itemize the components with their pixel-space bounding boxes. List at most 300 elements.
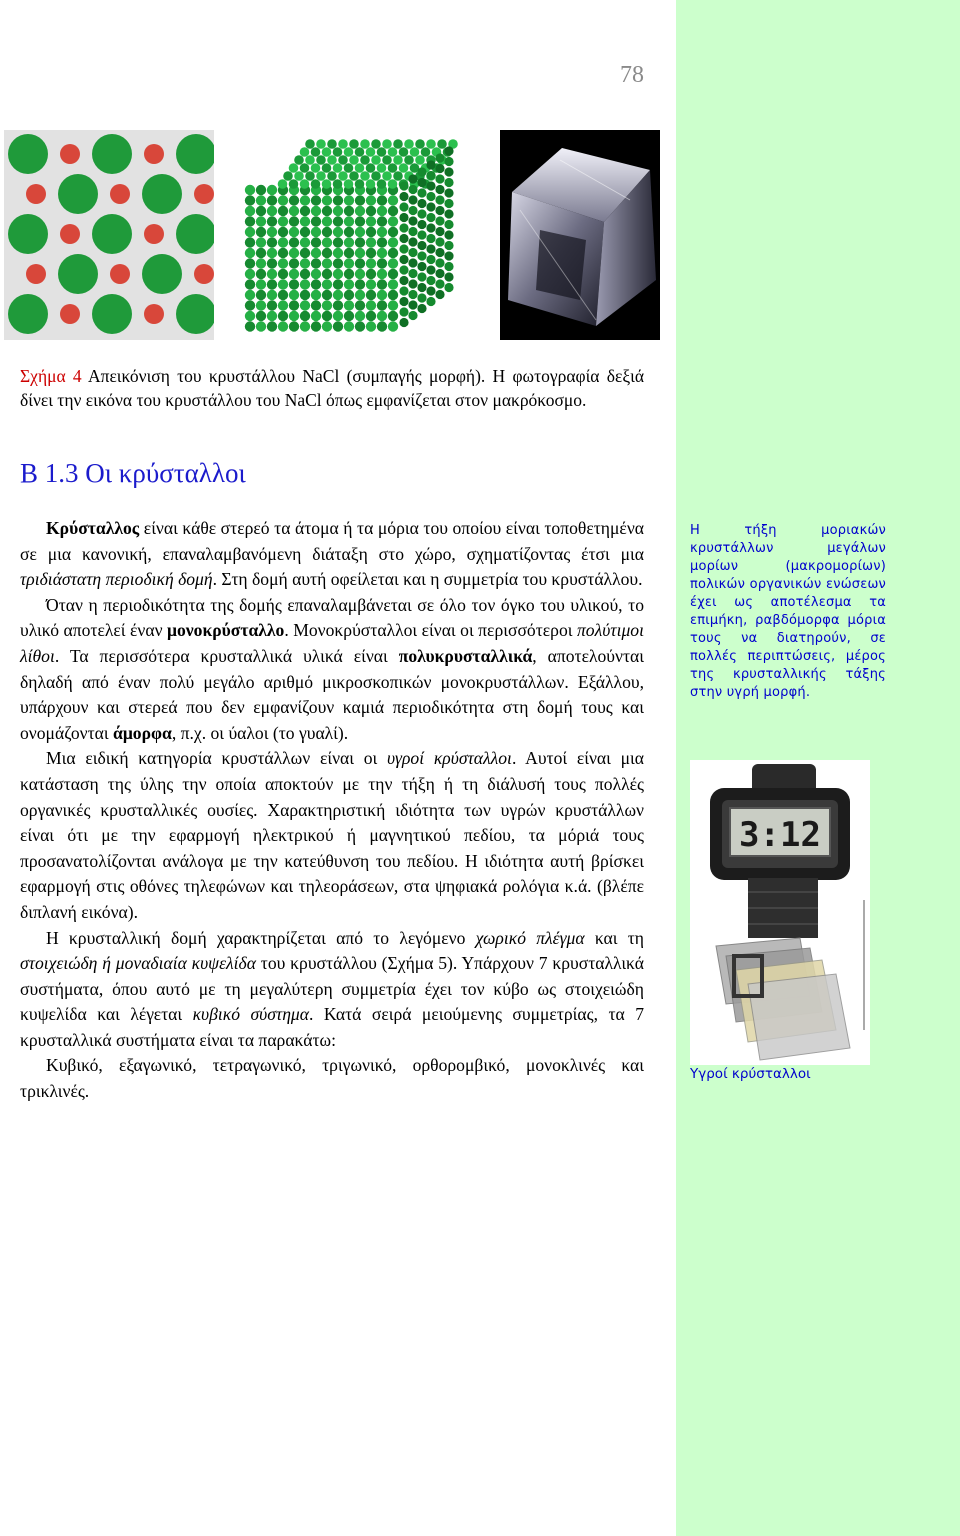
section-heading: Β 1.3 Οι κρύσταλλοι bbox=[20, 458, 246, 488]
cube-sphere bbox=[289, 163, 299, 173]
cube-sphere bbox=[435, 164, 444, 173]
cube-sphere bbox=[322, 216, 332, 226]
cube-sphere bbox=[289, 279, 299, 289]
cube-sphere bbox=[417, 209, 426, 218]
p2-text-5: , π.χ. οι ύαλοι (το γυαλί). bbox=[171, 722, 349, 743]
cube-sphere bbox=[278, 216, 288, 226]
cube-sphere bbox=[355, 258, 365, 268]
figure-caption bbox=[20, 364, 644, 412]
cube-sphere bbox=[278, 279, 288, 289]
cube-sphere bbox=[435, 185, 444, 194]
cube-sphere bbox=[245, 269, 255, 279]
cube-sphere bbox=[435, 206, 444, 215]
cube-sphere bbox=[300, 269, 310, 279]
cube-sphere bbox=[256, 290, 266, 300]
cube-sphere bbox=[267, 195, 277, 205]
cube-sphere bbox=[366, 258, 376, 268]
cube-sphere bbox=[377, 216, 387, 226]
cube-sphere bbox=[399, 163, 409, 173]
cube-sphere bbox=[245, 290, 255, 300]
term-monocrystal: μονοκρύσταλλο bbox=[167, 620, 285, 641]
cube-sphere bbox=[267, 300, 277, 310]
cube-sphere bbox=[408, 269, 417, 278]
sodium-sphere bbox=[144, 224, 164, 244]
cube-sphere bbox=[426, 202, 435, 211]
cube-sphere bbox=[316, 171, 326, 181]
cube-sphere bbox=[408, 195, 417, 204]
cube-sphere bbox=[371, 155, 381, 165]
cube-sphere bbox=[417, 283, 426, 292]
cube-sphere bbox=[355, 290, 365, 300]
cube-sphere bbox=[322, 321, 332, 331]
cube-sphere bbox=[289, 227, 299, 237]
cube-sphere bbox=[278, 227, 288, 237]
cube-sphere bbox=[322, 206, 332, 216]
cube-sphere bbox=[393, 171, 403, 181]
cube-sphere bbox=[399, 223, 408, 232]
cube-sphere bbox=[371, 171, 381, 181]
cube-sphere bbox=[311, 258, 321, 268]
cube-sphere bbox=[388, 248, 398, 258]
chloride-sphere bbox=[58, 254, 98, 294]
p4-text-2: και τη bbox=[584, 927, 644, 948]
cube-sphere bbox=[344, 321, 354, 331]
p2-text-4: , αποτελούνται δηλαδή από έναν πολύ μεγάλο αριθμό μικροσκοπικών μονοκρυστάλλων. Εξάλλου, υπάρχουν και στερεά που δεν εμφανίζουν καμιά περιοδικότητα στη δομή τους και ονομάζονται bbox=[20, 645, 644, 743]
cube-sphere bbox=[316, 155, 326, 165]
sodium-sphere bbox=[194, 184, 214, 204]
cube-sphere bbox=[344, 258, 354, 268]
cube-sphere bbox=[382, 171, 392, 181]
cube-sphere bbox=[355, 248, 365, 258]
cube-sphere bbox=[322, 258, 332, 268]
cube-sphere bbox=[300, 179, 310, 189]
cube-sphere bbox=[300, 279, 310, 289]
sodium-sphere bbox=[60, 144, 80, 164]
cube-sphere bbox=[278, 179, 288, 189]
cube-sphere bbox=[377, 227, 387, 237]
cube-sphere bbox=[377, 248, 387, 258]
cube-sphere bbox=[344, 195, 354, 205]
cube-sphere bbox=[256, 216, 266, 226]
cube-sphere bbox=[437, 139, 447, 149]
p4-text-1: Η κρυσταλλική δομή χαρακτηρίζεται από το λεγόμενο bbox=[46, 927, 476, 948]
page-number: 78 bbox=[620, 62, 644, 88]
cube-sphere bbox=[444, 188, 453, 197]
cube-sphere bbox=[426, 139, 436, 149]
cube-sphere bbox=[256, 321, 266, 331]
cube-sphere bbox=[399, 307, 408, 316]
cube-sphere bbox=[444, 272, 453, 281]
cube-sphere bbox=[366, 269, 376, 279]
cube-sphere bbox=[377, 311, 387, 321]
cube-sphere bbox=[366, 290, 376, 300]
cube-sphere bbox=[283, 171, 293, 181]
p3-text-2: . Αυτοί είναι μια κατάσταση της ύλης την οποία αποκτούν με την τήξη ή τη διάλυσή τους πολλές οργανικές κρυσταλλικές ουσίες. Χαρακτηριστική ιδιότητα των υγρών κρυστάλλων είναι ότι με την εφαρμογή ηλεκτρικού ή μαγνητικού πεδίου, τα μόριά τους προσανατολίζονται ανάλογα με την κατεύθυνση του πεδίου. Η ιδιότητα αυτή βρίσκει εφαρμογή στις οθόνες τηλεφώνων και τηλεοράσεων, στα ψηφιακά ρολόγια κ.ά. (βλέπε διπλανή εικόνα). bbox=[20, 748, 644, 922]
cube-sphere bbox=[322, 237, 332, 247]
term-polycrystalline: πολυκρυσταλλικά bbox=[398, 645, 533, 666]
cube-sphere bbox=[322, 311, 332, 321]
cube-sphere bbox=[388, 321, 398, 331]
cube-sphere bbox=[300, 258, 310, 268]
cube-sphere bbox=[289, 321, 299, 331]
cube-sphere bbox=[355, 300, 365, 310]
cube-sphere bbox=[333, 258, 343, 268]
cube-sphere bbox=[267, 216, 277, 226]
cube-sphere bbox=[305, 155, 315, 165]
cube-sphere bbox=[408, 300, 417, 309]
cube-sphere bbox=[408, 248, 417, 257]
cube-sphere bbox=[333, 300, 343, 310]
cube-sphere bbox=[344, 290, 354, 300]
cube-sphere bbox=[278, 321, 288, 331]
cube-sphere bbox=[333, 269, 343, 279]
cube-sphere bbox=[344, 206, 354, 216]
cube-sphere bbox=[417, 293, 426, 302]
sodium-sphere bbox=[26, 264, 46, 284]
cube-sphere bbox=[289, 179, 299, 189]
cube-sphere bbox=[435, 269, 444, 278]
cube-sphere bbox=[344, 300, 354, 310]
cube-sphere bbox=[333, 321, 343, 331]
term-cubic-system: κυβικό σύστημα bbox=[192, 1004, 309, 1025]
cube-sphere bbox=[355, 163, 365, 173]
cube-sphere bbox=[408, 237, 417, 246]
cube-sphere bbox=[333, 195, 343, 205]
cube-sphere bbox=[344, 248, 354, 258]
cube-sphere bbox=[338, 139, 348, 149]
cube-sphere bbox=[267, 321, 277, 331]
cube-sphere bbox=[256, 269, 266, 279]
sidebar-note: Η τήξη μοριακών κρυστάλλων μεγάλων μορίων (μακρομορίων) πολικών οργανικών ενώσεων έχει ως αποτέλεσμα τα επιμήκη, ραβδόμορφα μόρια τους να διατηρούν, σε πολλές περιπτώσεις, μέρος της κρυσταλλικής τάξης στην υγρή μορφή. bbox=[690, 523, 886, 700]
cube-sphere bbox=[349, 171, 359, 181]
sodium-sphere bbox=[60, 224, 80, 244]
cube-sphere bbox=[316, 139, 326, 149]
cube-sphere bbox=[377, 237, 387, 247]
cube-sphere bbox=[311, 227, 321, 237]
cube-sphere bbox=[344, 227, 354, 237]
cube-sphere bbox=[349, 155, 359, 165]
cube-sphere bbox=[322, 248, 332, 258]
cube-sphere bbox=[355, 147, 365, 157]
cube-sphere bbox=[426, 234, 435, 243]
cube-sphere bbox=[322, 195, 332, 205]
cube-sphere bbox=[300, 195, 310, 205]
term-amorphous: άμορφα bbox=[113, 722, 172, 743]
cube-sphere bbox=[245, 300, 255, 310]
cube-sphere bbox=[327, 139, 337, 149]
cube-sphere bbox=[404, 155, 414, 165]
cube-sphere bbox=[408, 279, 417, 288]
term-unit-cell: στοιχειώδη ή μοναδιαία κυψελίδα bbox=[20, 953, 256, 974]
cube-sphere bbox=[300, 147, 310, 157]
cube-sphere bbox=[399, 318, 408, 327]
cube-sphere bbox=[426, 244, 435, 253]
cube-sphere bbox=[388, 179, 398, 189]
cube-sphere bbox=[355, 237, 365, 247]
cube-sphere bbox=[245, 216, 255, 226]
cube-sphere bbox=[344, 216, 354, 226]
cube-sphere bbox=[393, 155, 403, 165]
cube-sphere bbox=[360, 171, 370, 181]
p1-text-2: . Στη δομή αυτή οφείλεται και η συμμετρία του κρυστάλλου. bbox=[212, 569, 643, 590]
cube-sphere bbox=[444, 199, 453, 208]
cube-sphere bbox=[278, 206, 288, 216]
cube-sphere bbox=[256, 195, 266, 205]
cube-sphere bbox=[322, 163, 332, 173]
cube-sphere bbox=[404, 139, 414, 149]
cube-sphere bbox=[267, 185, 277, 195]
cube-sphere bbox=[415, 155, 425, 165]
cube-sphere bbox=[289, 206, 299, 216]
cube-sphere bbox=[256, 185, 266, 195]
cube-sphere bbox=[267, 227, 277, 237]
cube-sphere bbox=[360, 139, 370, 149]
cube-sphere bbox=[256, 206, 266, 216]
cube-sphere bbox=[300, 163, 310, 173]
cube-sphere bbox=[426, 192, 435, 201]
cube-sphere bbox=[426, 276, 435, 285]
cube-sphere bbox=[444, 209, 453, 218]
cube-sphere bbox=[311, 179, 321, 189]
cube-sphere bbox=[267, 237, 277, 247]
cube-sphere bbox=[289, 237, 299, 247]
cube-sphere bbox=[399, 255, 408, 264]
cube-sphere bbox=[399, 276, 408, 285]
cube-sphere bbox=[245, 321, 255, 331]
cube-sphere bbox=[311, 206, 321, 216]
cube-sphere bbox=[245, 311, 255, 321]
cube-sphere bbox=[435, 195, 444, 204]
cube-sphere bbox=[300, 248, 310, 258]
cube-sphere bbox=[366, 279, 376, 289]
cube-sphere bbox=[245, 258, 255, 268]
cube-sphere bbox=[408, 290, 417, 299]
sodium-sphere bbox=[60, 304, 80, 324]
cube-sphere bbox=[377, 195, 387, 205]
cube-sphere bbox=[338, 155, 348, 165]
cube-sphere bbox=[322, 300, 332, 310]
sodium-sphere bbox=[144, 144, 164, 164]
cube-sphere bbox=[435, 237, 444, 246]
term-gemstones: πολύτιμοι λίθοι bbox=[20, 620, 644, 666]
cube-sphere bbox=[245, 206, 255, 216]
cube-sphere bbox=[417, 304, 426, 313]
cube-sphere bbox=[366, 300, 376, 310]
paragraph-4 bbox=[20, 926, 644, 1054]
cube-sphere bbox=[289, 300, 299, 310]
cube-sphere bbox=[366, 248, 376, 258]
cube-sphere bbox=[426, 265, 435, 274]
cube-sphere bbox=[256, 248, 266, 258]
cube-sphere bbox=[322, 147, 332, 157]
cube-sphere bbox=[355, 269, 365, 279]
chloride-sphere bbox=[8, 134, 48, 174]
cube-sphere bbox=[388, 216, 398, 226]
sodium-sphere bbox=[26, 184, 46, 204]
cube-sphere bbox=[267, 248, 277, 258]
cube-sphere bbox=[377, 290, 387, 300]
cube-sphere bbox=[444, 146, 453, 155]
cube-sphere bbox=[399, 202, 408, 211]
cube-sphere bbox=[305, 171, 315, 181]
cube-sphere bbox=[294, 155, 304, 165]
cube-sphere bbox=[311, 311, 321, 321]
cube-sphere bbox=[256, 258, 266, 268]
cube-sphere bbox=[344, 163, 354, 173]
cube-sphere bbox=[366, 311, 376, 321]
cube-sphere bbox=[256, 311, 266, 321]
cube-sphere bbox=[289, 269, 299, 279]
cube-sphere bbox=[435, 258, 444, 267]
cube-sphere bbox=[289, 311, 299, 321]
figure-nacl bbox=[4, 130, 660, 340]
paragraph-3 bbox=[20, 746, 644, 925]
p3-text-1: Μια ειδική κατηγορία κρυστάλλων είναι οι bbox=[46, 748, 387, 769]
cube-sphere bbox=[311, 290, 321, 300]
cube-sphere bbox=[444, 220, 453, 229]
figure-caption-text: Απεικόνιση του κρυστάλλου NaCl (συμπαγής μορφή). Η φωτογραφία δεξιά δίνει την εικόνα του κρυστάλλου του NaCl όπως εμφανίζεται στον μακρόκοσμο. bbox=[20, 366, 644, 410]
cube-sphere bbox=[388, 279, 398, 289]
cube-sphere bbox=[388, 258, 398, 268]
cube-sphere bbox=[435, 290, 444, 299]
cube-sphere bbox=[327, 171, 337, 181]
cube-sphere bbox=[408, 216, 417, 225]
cube-sphere bbox=[399, 213, 408, 222]
cube-sphere bbox=[366, 206, 376, 216]
cube-sphere bbox=[377, 279, 387, 289]
cube-sphere bbox=[245, 227, 255, 237]
cube-sphere bbox=[426, 223, 435, 232]
cube-sphere bbox=[278, 269, 288, 279]
cube-sphere bbox=[333, 163, 343, 173]
cube-sphere bbox=[417, 188, 426, 197]
cube-sphere bbox=[388, 227, 398, 237]
cube-sphere bbox=[399, 192, 408, 201]
cube-sphere bbox=[311, 237, 321, 247]
cube-sphere bbox=[408, 206, 417, 215]
cube-sphere bbox=[371, 139, 381, 149]
cube-sphere bbox=[377, 179, 387, 189]
cube-sphere bbox=[256, 279, 266, 289]
cube-sphere bbox=[444, 178, 453, 187]
cube-sphere bbox=[417, 220, 426, 229]
sodium-sphere bbox=[144, 304, 164, 324]
chloride-sphere bbox=[92, 294, 132, 334]
p4-text-3: του κρυστάλλου (Σχήμα 5). Υπάρχουν 7 κρυσταλλικά συστήματα, όπου αυτό με τη μεγαλύτερη συμμετρία έχει τον κύβο ως στοιχειώδη κυψελίδα και λέγεται bbox=[20, 953, 644, 1025]
chloride-sphere bbox=[176, 134, 214, 174]
cube-sphere bbox=[344, 311, 354, 321]
sodium-sphere bbox=[110, 184, 130, 204]
cube-sphere bbox=[300, 216, 310, 226]
chloride-sphere bbox=[176, 214, 214, 254]
cube-sphere bbox=[278, 290, 288, 300]
cube-sphere bbox=[377, 163, 387, 173]
cube-sphere bbox=[278, 195, 288, 205]
cube-sphere bbox=[399, 297, 408, 306]
cube-sphere bbox=[421, 147, 431, 157]
cube-sphere bbox=[311, 321, 321, 331]
cube-sphere bbox=[300, 227, 310, 237]
cube-sphere bbox=[311, 163, 321, 173]
cube-sphere bbox=[417, 199, 426, 208]
cube-sphere bbox=[435, 248, 444, 257]
cube-sphere bbox=[408, 311, 417, 320]
cube-sphere bbox=[435, 174, 444, 183]
cube-sphere bbox=[355, 216, 365, 226]
cube-sphere bbox=[377, 147, 387, 157]
chloride-sphere bbox=[8, 214, 48, 254]
cube-sphere bbox=[377, 206, 387, 216]
chloride-sphere bbox=[92, 134, 132, 174]
cube-sphere bbox=[388, 237, 398, 247]
cube-sphere bbox=[333, 216, 343, 226]
cube-sphere bbox=[426, 171, 435, 180]
cube-sphere bbox=[366, 163, 376, 173]
cube-sphere bbox=[294, 171, 304, 181]
cube-sphere bbox=[355, 179, 365, 189]
chloride-sphere bbox=[142, 174, 182, 214]
cube-sphere bbox=[333, 311, 343, 321]
cube-sphere bbox=[267, 311, 277, 321]
watch-image-caption: Υγροί κρύσταλλοι bbox=[690, 1066, 811, 1082]
cube-sphere bbox=[417, 167, 426, 176]
cube-sphere bbox=[388, 269, 398, 279]
cube-sphere bbox=[399, 286, 408, 295]
p2-text-3: . Τα περισσότερα κρυσταλλικά υλικά είναι bbox=[54, 645, 399, 666]
cube-sphere bbox=[435, 279, 444, 288]
cube-sphere bbox=[366, 321, 376, 331]
cube-sphere bbox=[366, 216, 376, 226]
cube-sphere bbox=[333, 248, 343, 258]
cube-sphere bbox=[426, 286, 435, 295]
cube-sphere bbox=[399, 234, 408, 243]
cube-sphere bbox=[408, 185, 417, 194]
cube-sphere bbox=[322, 279, 332, 289]
cube-sphere bbox=[415, 139, 425, 149]
cube-sphere bbox=[245, 279, 255, 289]
cube-sphere bbox=[333, 279, 343, 289]
cube-sphere bbox=[408, 174, 417, 183]
cube-sphere bbox=[349, 139, 359, 149]
cube-sphere bbox=[382, 155, 392, 165]
cube-sphere bbox=[305, 139, 315, 149]
term-crystal: Κρύσταλλος bbox=[46, 518, 140, 538]
cube-sphere bbox=[300, 237, 310, 247]
cube-sphere bbox=[377, 300, 387, 310]
sodium-sphere bbox=[110, 264, 130, 284]
cube-sphere bbox=[289, 216, 299, 226]
cube-sphere bbox=[426, 297, 435, 306]
paragraph-2 bbox=[20, 593, 644, 747]
cube-sphere bbox=[311, 216, 321, 226]
cube-sphere bbox=[399, 147, 409, 157]
cube-sphere bbox=[377, 258, 387, 268]
cube-sphere bbox=[245, 237, 255, 247]
cube-sphere bbox=[333, 237, 343, 247]
cube-sphere bbox=[256, 300, 266, 310]
cube-sphere bbox=[267, 258, 277, 268]
cube-sphere bbox=[399, 181, 408, 190]
cube-sphere bbox=[388, 206, 398, 216]
cube-sphere bbox=[355, 206, 365, 216]
cube-sphere bbox=[322, 269, 332, 279]
cube-sphere bbox=[278, 237, 288, 247]
cube-sphere bbox=[311, 279, 321, 289]
cube-sphere bbox=[322, 290, 332, 300]
cube-sphere bbox=[355, 279, 365, 289]
cube-sphere bbox=[377, 321, 387, 331]
cube-sphere bbox=[300, 321, 310, 331]
